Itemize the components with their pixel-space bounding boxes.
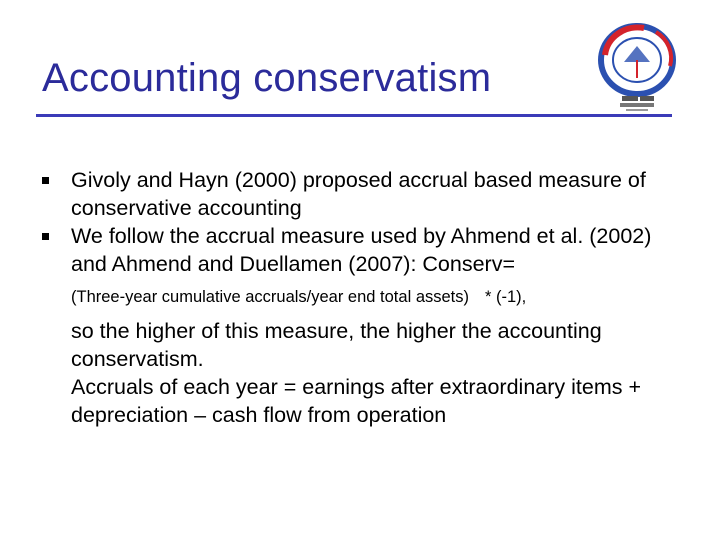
bullet-text: Givoly and Hayn (2000) proposed accrual based measure of conservative accounting <box>71 168 646 220</box>
explanation-text: so the higher of this measure, the higher the accounting conservatism. <box>71 319 602 371</box>
square-bullet-icon <box>42 177 49 184</box>
bullet-item <box>40 166 680 222</box>
square-bullet-icon <box>42 233 49 240</box>
slide-content <box>40 166 680 429</box>
bullet-item <box>40 222 680 278</box>
title-underline <box>36 114 672 117</box>
formula-multiplier: * (-1), <box>485 288 527 306</box>
slide-title: Accounting conservatism <box>42 56 492 100</box>
definition-text: Accruals of each year = earnings after extraordinary items + depreciation – cash flow from operation <box>71 375 642 427</box>
formula-line <box>40 286 680 308</box>
bullet-text: We follow the accrual measure used by Ahmend et al. (2002) and Ahmend and Duellamen (2007): Conserv= <box>71 224 652 276</box>
university-seal-icon <box>596 22 678 112</box>
formula-ratio: (Three-year cumulative accruals/year end total assets) <box>71 288 469 306</box>
